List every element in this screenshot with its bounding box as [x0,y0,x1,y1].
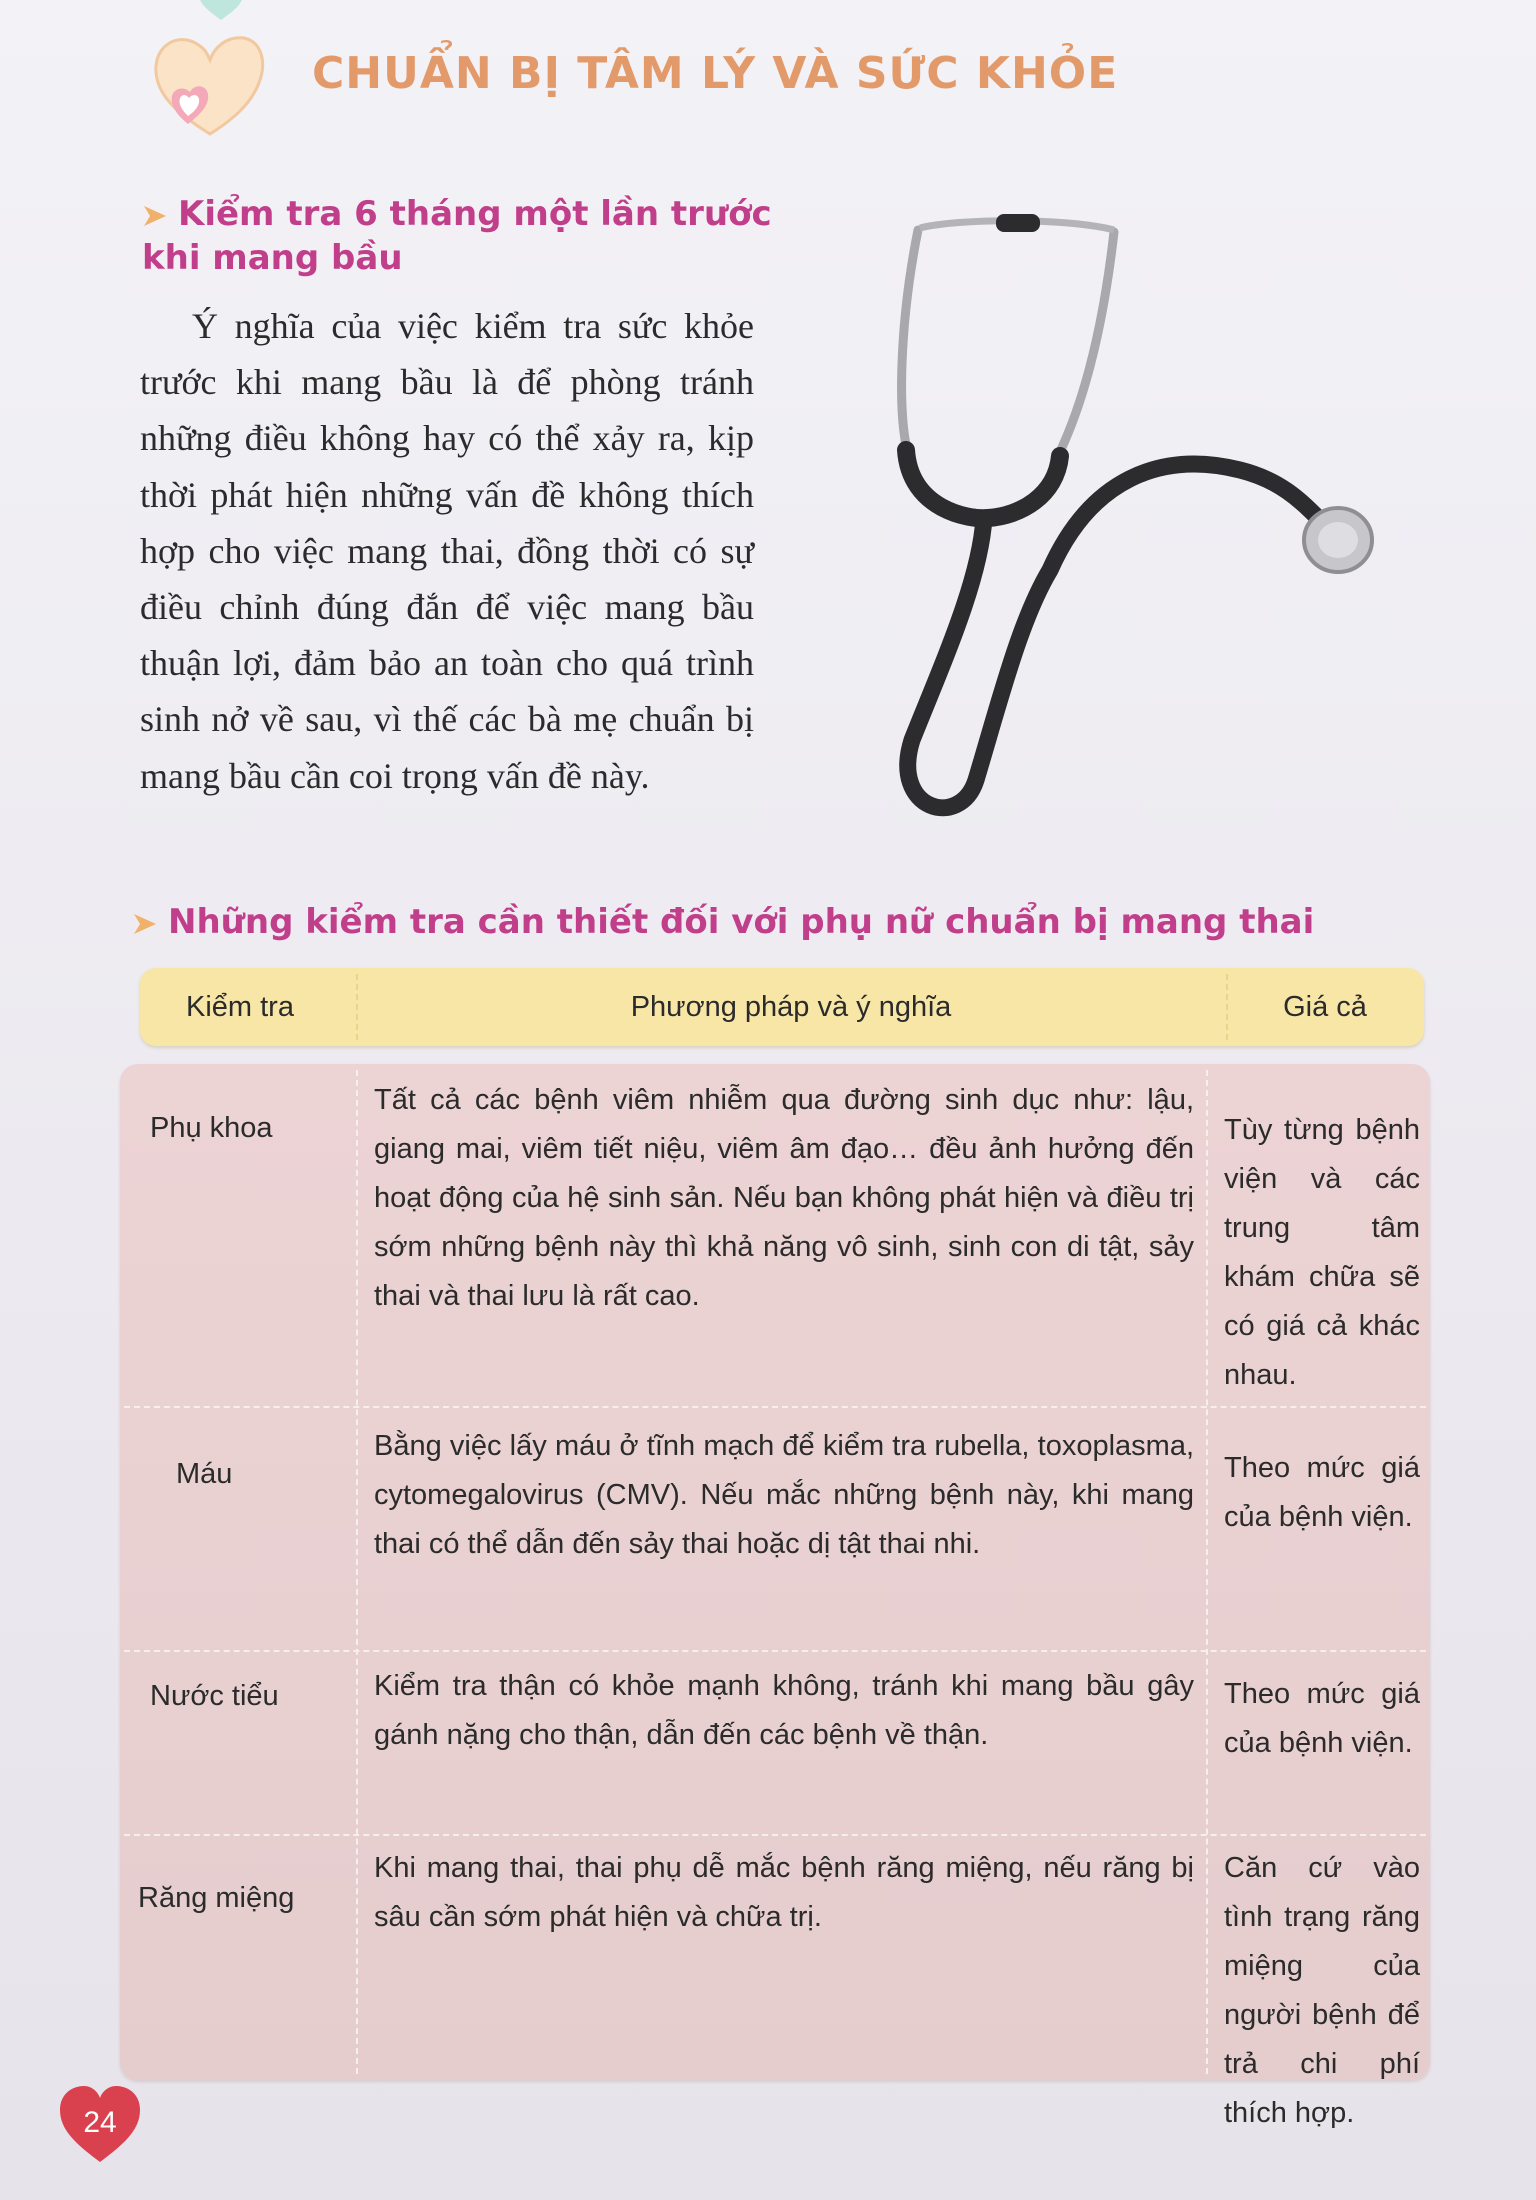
column-header-method: Phương pháp và ý nghĩa [630,991,952,1023]
row-divider [124,1650,1426,1652]
intro-paragraph: Ý nghĩa của việc kiểm tra sức khỏe trước khi mang bầu là để phòng tránh những điều không hay có thể xảy ra, kịp thời phát hiện những vấn đề không thích hợp cho việc mang thai, đồng thời có sự điều chỉnh đúng đắn để việc mang bầu thuận lợi, đảm bảo an toàn cho quá trình sinh nở về sau, vì thế các bà mẹ chuẩn bị mang bầu cần coi trọng vấn đề này. [140,306,754,796]
section-heading-tests [132,900,1314,944]
table-body [120,1064,1430,2129]
row-divider [124,1406,1426,1408]
column-divider [356,1070,358,2074]
row-method: Tất cả các bệnh viêm nhiễm qua đường sinh dục như: lậu, giang mai, viêm tiết niệu, viêm âm đạo… đều ảnh hưởng đến hoạt động của hệ sinh sản. Nếu bạn không phát hiện và điều trị sớm những bệnh này thì khả năng vô sinh, sinh con di tật, sảy thai và thai lưu là rất cao. [374,1084,1194,1312]
section-heading-checkup [142,192,782,280]
stethoscope-icon [860,200,1400,840]
section-heading-text: Những kiểm tra cần thiết đối với phụ nữ chuẩn bị mang thai [168,902,1315,942]
page-title: CHUẨN BỊ TÂM LÝ VÀ SỨC KHỎE [312,48,1119,99]
row-price: Căn cứ vào tình trạng răng miệng của người bệnh để trả chi phí thích hợp. [1224,1852,1420,2129]
arrow-bullet-icon [132,912,158,936]
row-price: Tùy từng bệnh viện và các trung tâm khám chữa sẽ có giá cả khác nhau. [1224,1114,1420,1391]
row-test-name: Máu [176,1458,233,1490]
row-test-name: Nước tiểu [150,1680,279,1712]
row-price: Theo mức giá của bệnh viện. [1224,1678,1420,1759]
row-divider [124,1834,1426,1836]
row-method: Kiểm tra thận có khỏe mạnh không, tránh khi mang bầu gây gánh nặng cho thận, dẫn đến các bệnh về thận. [374,1670,1194,1751]
row-method: Bằng việc lấy máu ở tĩnh mạch để kiểm tra rubella, toxoplasma, cytomegalovirus (CMV). Nếu mắc những bệnh này, khi mang thai có thể dẫn đến sảy thai hoặc dị tật thai nhi. [374,1430,1194,1560]
section-heading-text: Kiểm tra 6 tháng một lần trước khi mang bầu [142,194,772,278]
arrow-bullet-icon [142,204,168,228]
column-header-price: Giá cả [1283,991,1367,1023]
row-method: Khi mang thai, thai phụ dễ mắc bệnh răng miệng, nếu răng bị sâu cần sớm phát hiện và chữa trị. [374,1852,1194,1933]
table-header [140,968,1424,1046]
title-heart-icon [148,28,266,140]
page-number: 24 [83,2106,117,2139]
column-divider [1206,1070,1208,2074]
row-test-name: Phụ khoa [150,1112,273,1144]
row-price: Theo mức giá của bệnh viện. [1224,1452,1420,1533]
row-test-name: Răng miệng [138,1882,295,1914]
column-header-test: Kiểm tra [186,991,294,1023]
page-number-badge [58,2084,142,2164]
decorative-heart-icon [196,0,246,22]
